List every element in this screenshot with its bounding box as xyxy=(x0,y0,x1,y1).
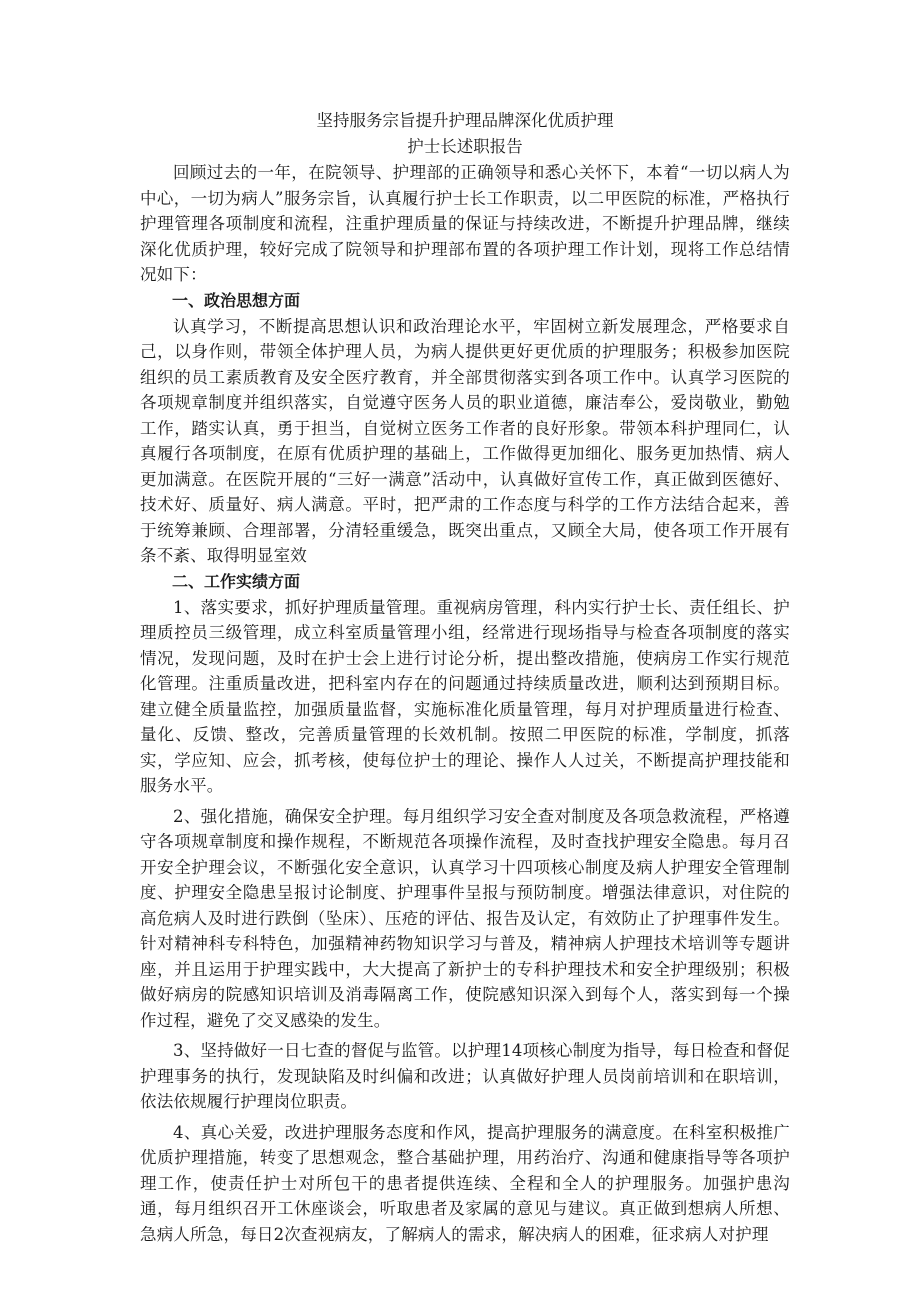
section1-paragraph: 认真学习，不断提高思想认识和政治理论水平，牢固树立新发展理念，严格要求自己，以身作则，带领全体护理人员，为病人提供更好更优质的护理服务；积极参加医院组织的员工素质教育及安全医疗教育，并全部贯彻落实到各项工作中。认真学习医院的各项规章制度并组织落实，自觉遵守医务人员的职业道德，廉洁奉公，爱岗敬业，勤勉工作，踏实认真，勇于担当，自觉树立医务工作者的良好形象。带领本科护理同仁，认真履行各项制度，在原有优质护理的基础上，工作做得更加细化、服务更加热情、病人更加满意。在医院开展的“三好一满意”活动中，认真做好宣传工作，真正做到医德好、技术好、质量好、病人满意。平时，把严肃的工作态度与科学的工作方法结合起来，善于统筹兼顾、合理部署，分清轻重缓急，既突出重点，又顾全大局，使各项工作开展有条不紊、取得明显室效 xyxy=(140,316,790,565)
section2-item-3: 3、坚持做好一日七查的督促与监管。以护理14项核心制度为指导，每日检查和督促护理事务的执行，发现缺陷及时纠偏和改进；认真做好护理人员岗前培训和在职培训，依法依规履行护理岗位职责。 xyxy=(140,1041,790,1111)
section1-heading: 一、政治思想方面 xyxy=(172,290,301,310)
section2-item-4: 4、真心关爱，改进护理服务态度和作风，提高护理服务的满意度。在科室积极推广优质护理措施，转变了思想观念，整合基础护理，用药治疗、沟通和健康指导等各项护理工作，使责任护士对所包干的患者提供连续、全程和全人的护理服务。加强护患沟通，每月组织召开工休座谈会，听取患者及家属的意见与建议。真正做到想病人所想、急病人所急，每日2次查视病友，了解病人的需求，解决病人的困难，征求病人对护理 xyxy=(140,1122,790,1244)
section2-item-2: 2、强化措施，确保安全护理。每月组织学习安全查对制度及各项急救流程，严格遵守各项规章制度和操作规程，不断规范各项操作流程，及时查找护理安全隐患。每月召开安全护理会议，不断强化安全意识，认真学习十四项核心制度及病人护理安全管理制度、护理安全隐患呈报讨论制度、护理事件呈报与预防制度。增强法律意识，对住院的高危病人及时进行跌倒（坠床）、压疮的评估、报告及认定，有效防止了护理事件发生。针对精神科专科特色，加强精神药物知识学习与普及，精神病人护理技术培训等专题讲座，并且运用于护理实践中，大大提高了新护士的专科护理技术和安全护理级别；积极做好病房的院感知识培训及消毒隔离工作，使院感知识深入到每个人，落实到每一个操作过程，避免了交叉感染的发生。 xyxy=(140,806,790,1030)
section2-item-1: 1、落实要求，抓好护理质量管理。重视病房管理，科内实行护士长、责任组长、护理质控员三级管理，成立科室质量管理小组，经常进行现场指导与检查各项制度的落实情况，发现问题，及时在护士会上进行讨论分析，提出整改措施，使病房工作实行规范化管理。注重质量改进，把科室内存在的问题通过持续质量改进，顺利达到预期目标。建立健全质量监控，加强质量监督，实施标准化质量管理，每月对护理质量进行检查、量化、反馈、整改，完善质量管理的长效机制。按照二甲医院的标准，学制度，抓落实，学应知、应会，抓考核，使每位护士的理论、操作人人过关，不断提高护理技能和服务水平。 xyxy=(140,597,790,795)
document-page xyxy=(140,108,790,1247)
document-title-line2: 护士长述职报告 xyxy=(407,137,523,156)
intro-paragraph: 回顾过去的一年，在院领导、护理部的正确领导和悉心关怀下，本着“一切以病人为中心，一切为病人”服务宗旨，认真履行护士长工作职责，以二甲医院的标准，严格执行护理管理各项制度和流程，注重护理质量的保证与持续改进，不断提升护理品牌，继续深化优质护理，较好完成了院领导和护理部布置的各项护理工作计划，现将工作总结情况如下： xyxy=(140,163,790,284)
section2-heading: 二、工作实绩方面 xyxy=(172,571,301,591)
document-title-line1: 坚持服务宗旨提升护理品牌深化优质护理 xyxy=(316,111,614,130)
